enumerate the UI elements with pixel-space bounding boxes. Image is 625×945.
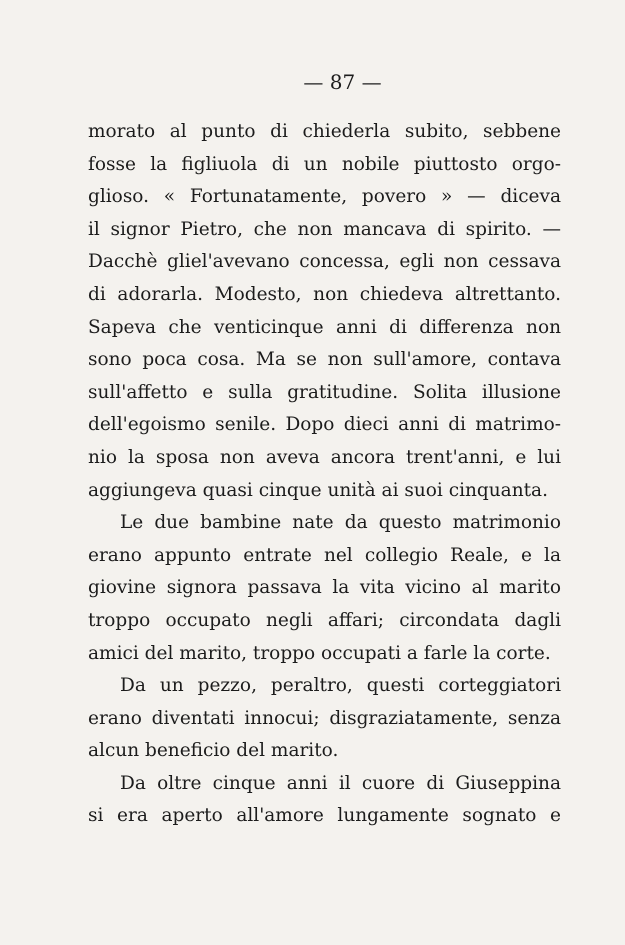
text-line: sono poca cosa. Ma se non sull'amore, contava (88, 349, 561, 371)
text-line: di adorarla. Modesto, non chiedeva altrettanto. (88, 283, 561, 305)
text-line: giovine signora passava la vita vicino al marito (88, 577, 561, 599)
text-line: il signor Pietro, che non mancava di spirito. — (88, 218, 561, 240)
text-line: Sapeva che venticinque anni di differenza non (88, 316, 561, 338)
body-text (88, 116, 561, 833)
text-line: erano appunto entrate nel collegio Reale, e la (88, 544, 561, 566)
paragraph (88, 507, 561, 670)
text-line: dell'egoismo senile. Dopo dieci anni di matrimo- (88, 414, 561, 436)
page-number: — 87 — (303, 70, 382, 94)
text-line: Le due bambine nate da questo matrimonio (120, 512, 561, 534)
paragraph (88, 768, 561, 833)
text-line: Da oltre cinque anni il cuore di Giuseppina (120, 772, 561, 794)
text-line: amici del marito, troppo occupati a farle la corte. (88, 642, 551, 664)
text-line: aggiungeva quasi cinque unità ai suoi cinquanta. (88, 479, 548, 501)
text-line: nio la sposa non aveva ancora trent'anni, e lui (88, 446, 561, 468)
text-line: erano diventati innocui; disgraziatamente, senza (88, 707, 561, 729)
text-line: Da un pezzo, peraltro, questi corteggiatori (120, 675, 561, 697)
paragraph (88, 116, 561, 507)
text-line: troppo occupato negli affari; circondata dagli (88, 609, 561, 631)
text-line: alcun beneficio del marito. (88, 740, 339, 762)
text-line: si era aperto all'amore lungamente sognato e (88, 805, 561, 827)
text-line: sull'affetto e sulla gratitudine. Solita illusione (88, 381, 561, 403)
text-line: Dacchè gliel'avevano concessa, egli non cessava (88, 251, 561, 273)
text-line: fosse la figliuola di un nobile piuttosto orgo- (88, 153, 561, 175)
paragraph (88, 670, 561, 768)
text-line: morato al punto di chiederla subito, sebbene (88, 121, 561, 142)
text-line: glioso. « Fortunatamente, povero » — diceva (88, 186, 561, 208)
